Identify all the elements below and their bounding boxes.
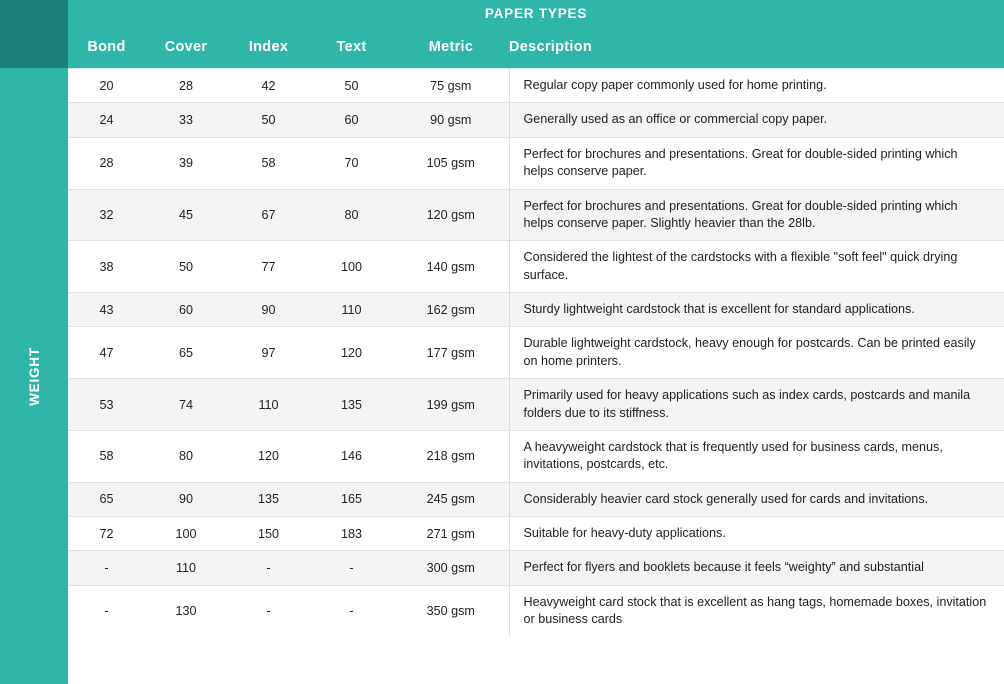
cell-description: Regular copy paper commonly used for home printing. xyxy=(509,69,1004,103)
cell-bond: 58 xyxy=(68,430,145,482)
table-row xyxy=(68,585,1004,636)
cell-index: 50 xyxy=(227,103,310,137)
cell-description: Considerably heavier card stock generally used for cards and invitations. xyxy=(509,482,1004,516)
cell-cover: 28 xyxy=(145,69,227,103)
cell-cover: 39 xyxy=(145,137,227,189)
table-row xyxy=(68,69,1004,103)
cell-description: Perfect for brochures and presentations. Great for double-sided printing which helps conserve paper. Slightly heavier than the 28lb. xyxy=(509,189,1004,241)
table-row xyxy=(68,137,1004,189)
cell-index: 150 xyxy=(227,517,310,551)
cell-cover: 100 xyxy=(145,517,227,551)
cell-description: Heavyweight card stock that is excellent as hang tags, homemade boxes, invitation or business cards xyxy=(509,585,1004,636)
cell-metric: 120 gsm xyxy=(393,189,509,241)
cell-bond: 38 xyxy=(68,241,145,293)
cell-text: 100 xyxy=(310,241,393,293)
paper-types-table xyxy=(68,68,1004,637)
cell-index: - xyxy=(227,585,310,636)
cell-text: 80 xyxy=(310,189,393,241)
table-row xyxy=(68,293,1004,327)
cell-metric: 140 gsm xyxy=(393,241,509,293)
column-header-index: Index xyxy=(248,39,289,55)
corner-block xyxy=(0,0,68,68)
cell-bond: 72 xyxy=(68,517,145,551)
weight-axis-body xyxy=(0,68,68,684)
cell-metric: 177 gsm xyxy=(393,327,509,379)
cell-bond: 53 xyxy=(68,379,145,431)
cell-bond: 65 xyxy=(68,482,145,516)
cell-index: 97 xyxy=(227,327,310,379)
cell-cover: 33 xyxy=(145,103,227,137)
table-body-scroll xyxy=(68,68,1004,684)
column-header-row xyxy=(68,26,1004,68)
cell-text: 165 xyxy=(310,482,393,516)
cell-cover: 45 xyxy=(145,189,227,241)
cell-metric: 218 gsm xyxy=(393,430,509,482)
table-row xyxy=(68,430,1004,482)
cell-cover: 50 xyxy=(145,241,227,293)
cell-text: - xyxy=(310,585,393,636)
cell-bond: 32 xyxy=(68,189,145,241)
cell-metric: 350 gsm xyxy=(393,585,509,636)
cell-text: 50 xyxy=(310,69,393,103)
cell-bond: 47 xyxy=(68,327,145,379)
table-header xyxy=(68,0,1004,68)
cell-cover: 130 xyxy=(145,585,227,636)
table-row xyxy=(68,103,1004,137)
cell-bond: 43 xyxy=(68,293,145,327)
weight-axis-bar xyxy=(0,0,68,684)
table-row xyxy=(68,379,1004,431)
cell-metric: 75 gsm xyxy=(393,69,509,103)
table-body xyxy=(68,69,1004,637)
column-header-bond: Bond xyxy=(87,39,126,55)
cell-text: 146 xyxy=(310,430,393,482)
cell-metric: 105 gsm xyxy=(393,137,509,189)
cell-index: 67 xyxy=(227,189,310,241)
table-row xyxy=(68,517,1004,551)
table-row xyxy=(68,482,1004,516)
table-area xyxy=(68,0,1004,684)
cell-index: 90 xyxy=(227,293,310,327)
cell-cover: 110 xyxy=(145,551,227,585)
cell-text: 183 xyxy=(310,517,393,551)
cell-cover: 74 xyxy=(145,379,227,431)
column-header-text: Text xyxy=(336,39,367,55)
table-row xyxy=(68,189,1004,241)
cell-text: 135 xyxy=(310,379,393,431)
cell-metric: 271 gsm xyxy=(393,517,509,551)
cell-index: 58 xyxy=(227,137,310,189)
cell-index: 135 xyxy=(227,482,310,516)
cell-description: Suitable for heavy-duty applications. xyxy=(509,517,1004,551)
cell-bond: - xyxy=(68,551,145,585)
cell-description: A heavyweight cardstock that is frequently used for business cards, menus, invitations, postcards, etc. xyxy=(509,430,1004,482)
cell-bond: - xyxy=(68,585,145,636)
cell-description: Considered the lightest of the cardstocks with a flexible "soft feel" quick drying surface. xyxy=(509,241,1004,293)
cell-cover: 80 xyxy=(145,430,227,482)
cell-index: 120 xyxy=(227,430,310,482)
cell-bond: 24 xyxy=(68,103,145,137)
column-header-description: Description xyxy=(509,39,593,55)
cell-index: 77 xyxy=(227,241,310,293)
column-header-cover: Cover xyxy=(164,39,208,55)
cell-cover: 60 xyxy=(145,293,227,327)
cell-metric: 300 gsm xyxy=(393,551,509,585)
cell-text: - xyxy=(310,551,393,585)
cell-index: 42 xyxy=(227,69,310,103)
cell-metric: 162 gsm xyxy=(393,293,509,327)
cell-description: Perfect for brochures and presentations. Great for double-sided printing which helps conserve paper. xyxy=(509,137,1004,189)
cell-description: Generally used as an office or commercial copy paper. xyxy=(509,103,1004,137)
cell-cover: 90 xyxy=(145,482,227,516)
table-title: PAPER TYPES xyxy=(484,6,588,21)
cell-metric: 199 gsm xyxy=(393,379,509,431)
cell-description: Sturdy lightweight cardstock that is excellent for standard applications. xyxy=(509,293,1004,327)
cell-text: 110 xyxy=(310,293,393,327)
cell-metric: 90 gsm xyxy=(393,103,509,137)
cell-bond: 20 xyxy=(68,69,145,103)
cell-cover: 65 xyxy=(145,327,227,379)
column-header-metric: Metric xyxy=(428,39,474,55)
cell-description: Primarily used for heavy applications such as index cards, postcards and manila folders due to its stiffness. xyxy=(509,379,1004,431)
cell-bond: 28 xyxy=(68,137,145,189)
table-row xyxy=(68,241,1004,293)
cell-text: 120 xyxy=(310,327,393,379)
cell-metric: 245 gsm xyxy=(393,482,509,516)
weight-axis-label: WEIGHT xyxy=(26,346,42,406)
table-row xyxy=(68,327,1004,379)
cell-index: 110 xyxy=(227,379,310,431)
cell-index: - xyxy=(227,551,310,585)
cell-description: Perfect for flyers and booklets because it feels “weighty” and substantial xyxy=(509,551,1004,585)
table-row xyxy=(68,551,1004,585)
cell-text: 70 xyxy=(310,137,393,189)
cell-text: 60 xyxy=(310,103,393,137)
cell-description: Durable lightweight cardstock, heavy enough for postcards. Can be printed easily on home printers. xyxy=(509,327,1004,379)
